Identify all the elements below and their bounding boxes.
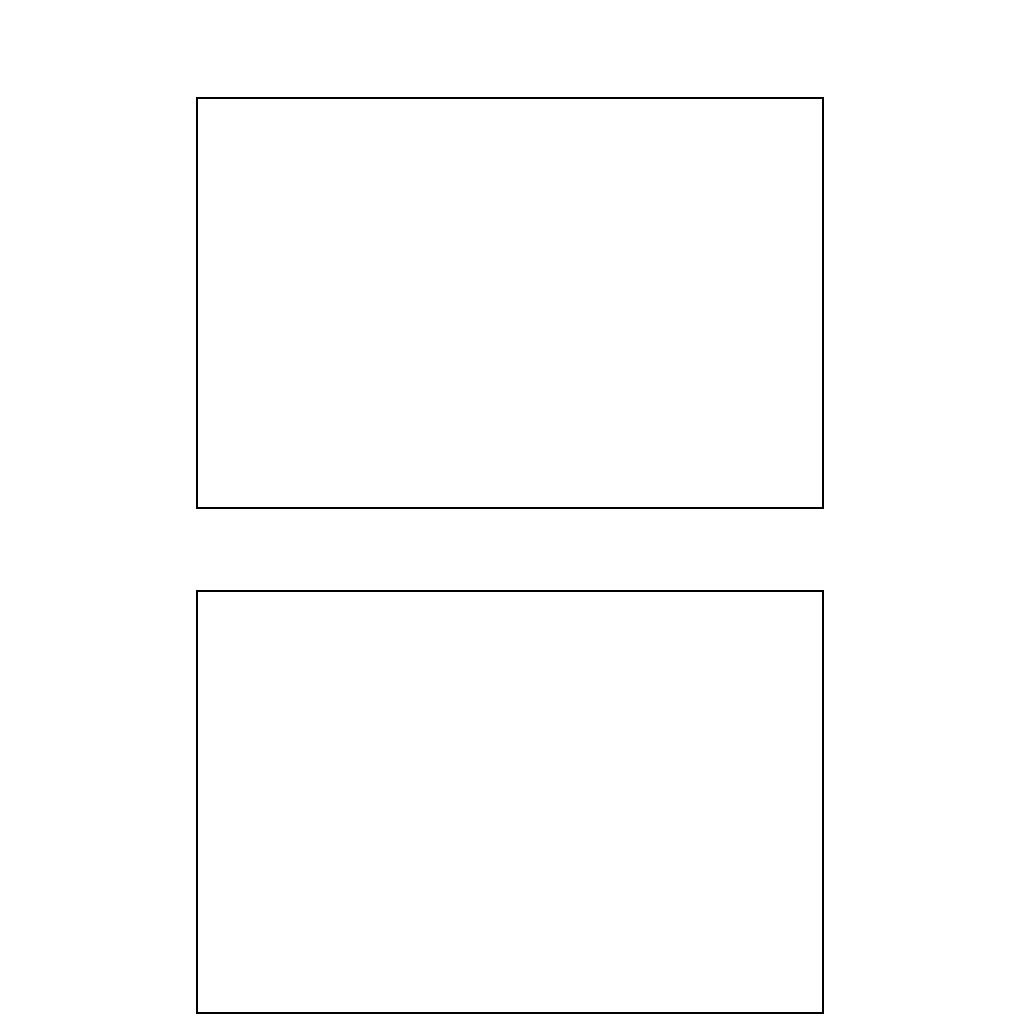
top-plot-area [196, 97, 824, 509]
top-plot-svg [198, 99, 822, 507]
bottom-plot-area [196, 590, 824, 1014]
bottom-plot-svg [198, 592, 822, 1012]
